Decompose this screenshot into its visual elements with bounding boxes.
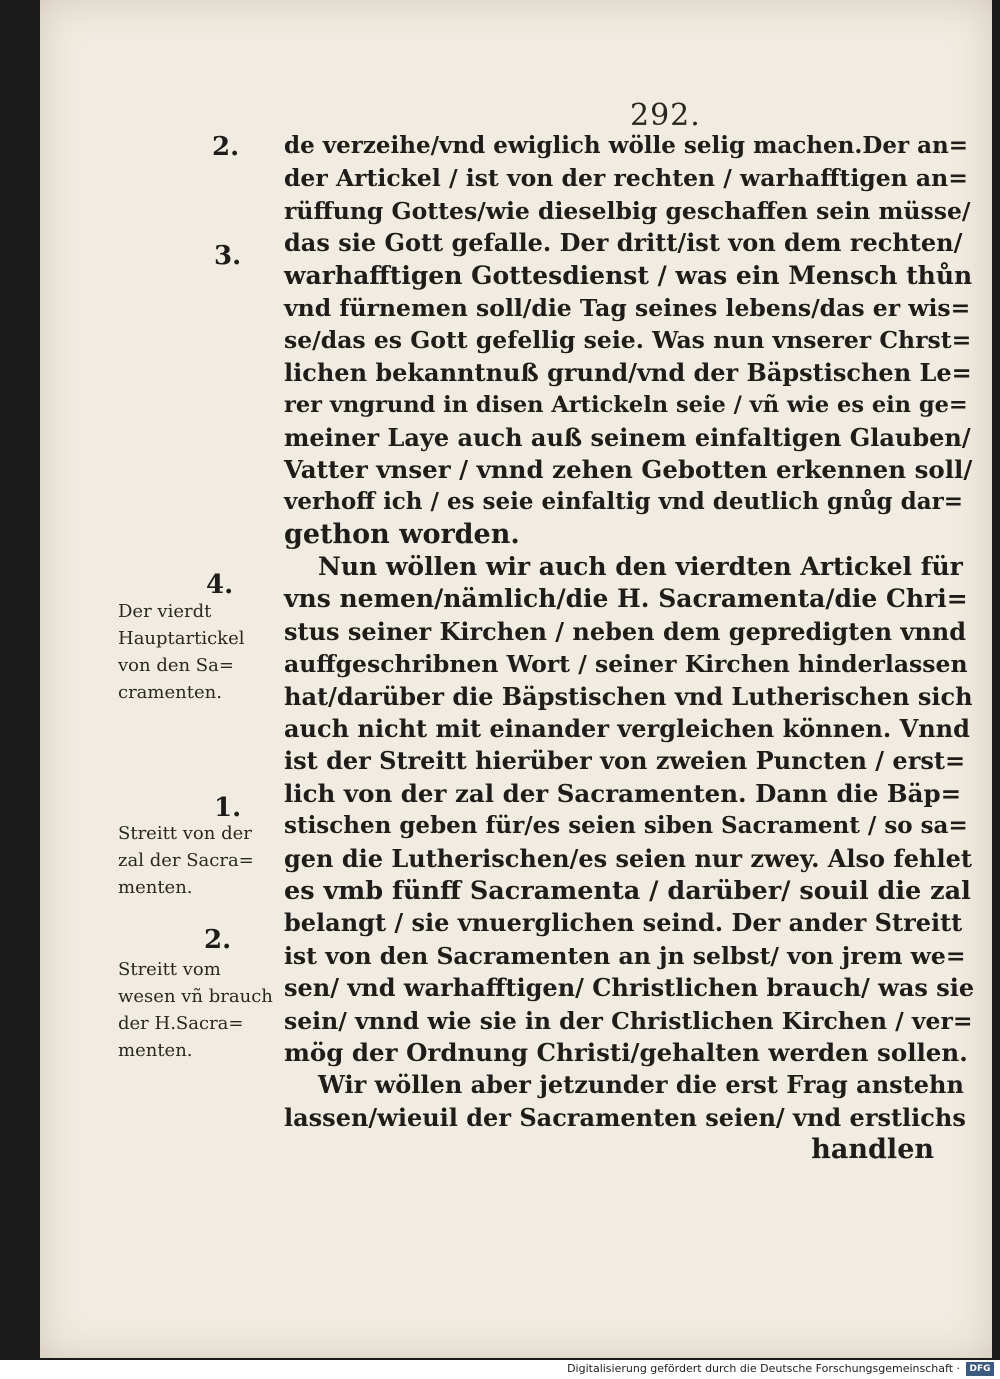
text-line: vnd fürnemen soll/die Tag seines lebens/das er wis=: [284, 293, 971, 322]
text-line: das sie Gott gefalle. Der dritt/ist von dem rechten/: [284, 228, 963, 258]
text-line: der Artickel / ist von der rechten / warhafftigen an=: [284, 164, 968, 193]
margin-note-number-of-sacraments: [118, 820, 278, 901]
text-line: gen die Lutherischen/es seien nur zwey. Also fehlet: [284, 843, 972, 873]
text-line: Wir wöllen aber jetzunder die erst Frag anstehn: [318, 1070, 964, 1100]
margin-note-line: Streitt vom: [118, 959, 221, 980]
text-line: stischen geben für/es seien siben Sacrament / so sa=: [284, 812, 968, 840]
text-line: sein/ vnnd wie sie in der Christlichen Kirchen / ver=: [284, 1006, 973, 1035]
text-line: verhoff ich / es seie einfaltig vnd deutlich gnůg dar=: [284, 488, 964, 516]
text-line: ist von den Sacramenten an jn selbst/ von jrem we=: [284, 941, 966, 970]
margin-number: 1.: [214, 793, 242, 823]
text-line: ist der Streitt hierüber von zweien Puncten / erst=: [284, 746, 966, 776]
text-line: lich von der zal der Sacramenten. Dann die Bäp=: [284, 778, 962, 808]
text-line: hat/darüber die Bäpstischen vnd Lutherischen sich: [284, 681, 973, 711]
margin-note-line: cramenten.: [118, 682, 222, 703]
text-line: auffgeschribnen Wort / seiner Kirchen hinderlassen: [284, 650, 968, 679]
text-line: warhafftigen Gottesdienst / was ein Mensch thůn: [284, 260, 973, 290]
margin-number: 2.: [212, 132, 240, 162]
dfg-logo: DFG: [966, 1362, 994, 1376]
text-line: lichen bekanntnuß grund/vnd der Bäpstischen Le=: [284, 357, 972, 387]
text-line: belangt / sie vnuerglichen seind. Der ander Streitt: [284, 908, 963, 938]
margin-note-essence-of-sacraments: [118, 956, 278, 1064]
margin-note-line: Der vierdt: [118, 601, 212, 622]
margin-note-line: von den Sa=: [118, 655, 234, 676]
text-line: Vatter vnser / vnnd zehen Gebotten erkennen soll/: [284, 454, 973, 484]
margin-note-line: zal der Sacra=: [118, 850, 254, 871]
text-line: auch nicht mit einander vergleichen können. Vnnd: [284, 714, 970, 744]
margin-note-line: menten.: [118, 877, 193, 898]
main-text-block: [284, 130, 975, 1167]
text-line: es vmb fünff Sacramenta / darüber/ souil die zal: [284, 875, 971, 906]
margin-number: 2.: [204, 925, 232, 955]
margin-note-line: der H.Sacra=: [118, 1013, 244, 1034]
book-page: [40, 0, 992, 1358]
text-line: sen/ vnd warhafftigen/ Christlichen brauch/ was sie: [284, 973, 975, 1003]
margin-note-line: menten.: [118, 1040, 193, 1061]
page-number: 292.: [630, 98, 701, 133]
text-line: gethon worden.: [284, 518, 520, 550]
text-line: stus seiner Kirchen / neben dem gepredigten vnnd: [284, 616, 966, 646]
text-line: rüffung Gottes/wie dieselbig geschaffen sein müsse/: [284, 196, 971, 225]
margin-number: 4.: [206, 570, 234, 600]
margin-note-fourth-article: [118, 598, 278, 706]
text-line: rer vngrund in disen Artickeln seie / vñ wie es ein ge=: [284, 392, 968, 419]
catchword: handlen: [811, 1134, 934, 1166]
text-line: mög der Ordnung Christi/gehalten werden sollen.: [284, 1037, 968, 1067]
margin-note-line: wesen vñ brauch: [118, 986, 273, 1007]
footer-bar: [0, 1360, 1000, 1379]
text-line: meiner Laye auch auß seinem einfaltigen Glauben/: [284, 422, 971, 452]
text-line: lassen/wieuil der Sacramenten seien/ vnd erstlichs: [284, 1102, 966, 1132]
margin-number: 3.: [214, 241, 242, 271]
margin-note-line: Streitt von der: [118, 823, 252, 844]
margin-note-line: Hauptartickel: [118, 628, 245, 649]
text-line: vns nemen/nämlich/die H. Sacramenta/die Chri=: [284, 584, 968, 614]
text-line: se/das es Gott gefellig seie. Was nun vnserer Chrst=: [284, 326, 972, 355]
text-line: de verzeihe/vnd ewiglich wölle selig machen.Der an=: [284, 132, 968, 159]
funding-notice: Digitalisierung gefördert durch die Deutsche Forschungsgemeinschaft ·: [567, 1362, 960, 1375]
text-line: Nun wöllen wir auch den vierdten Artickel für: [318, 552, 963, 582]
